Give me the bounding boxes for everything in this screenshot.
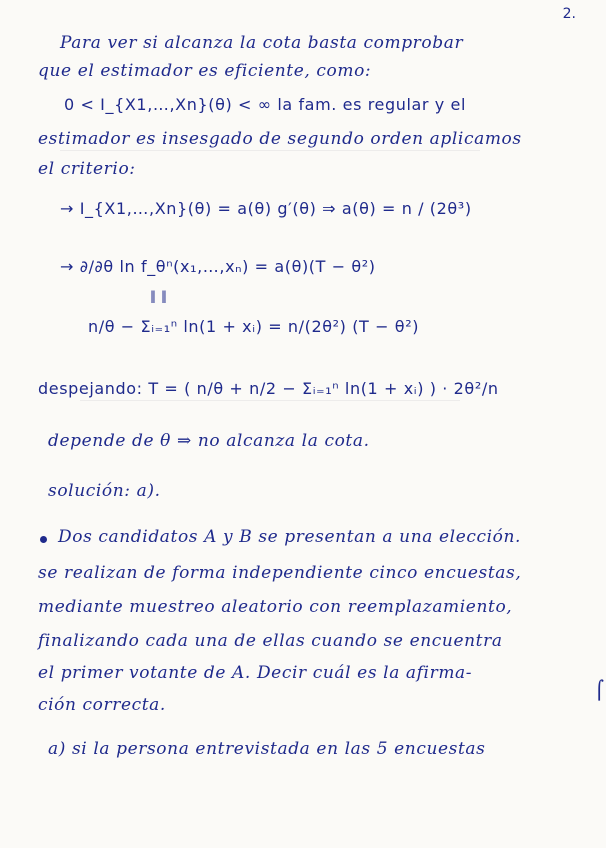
text-line-2: que el estimador es eficiente, como: — [38, 61, 372, 81]
math-line-9: despejando: T = ( n/θ + n/2 − Σᵢ₌₁ⁿ ln(1 + xᵢ) ) · 2θ²/n — [38, 379, 499, 398]
math-line-3: 0 < I_{X1,…,Xn}(θ) < ∞ la fam. es regular y el — [64, 95, 467, 114]
math-line-7: → ∂/∂θ ln f_θⁿ(x₁,…,xₙ) = a(θ)(T − θ²) — [60, 257, 376, 276]
problem-line-6: ción correcta. — [38, 695, 166, 715]
text-line-10: depende de θ ⇒ no alcanza la cota. — [48, 431, 370, 451]
equals-marks: ‖ ‖ — [150, 289, 168, 303]
bleed-through — [60, 150, 480, 151]
math-line-8: n/θ − Σᵢ₌₁ⁿ ln(1 + xᵢ) = n/(2θ²) (T − θ²) — [88, 317, 420, 336]
option-a-line: a) si la persona entrevistada en las 5 encuestas — [48, 739, 486, 759]
problem-line-2: se realizan de forma independiente cinco encuestas, — [38, 563, 522, 583]
solution-line: solución: a). — [48, 481, 161, 501]
problem-line-3: mediante muestreo aleatorio con reemplazamiento, — [38, 597, 513, 617]
edge-mark: ⌠ — [594, 680, 604, 701]
math-line-6: → I_{X1,…,Xn}(θ) = a(θ) g′(θ) ⇒ a(θ) = n / (2θ³) — [60, 199, 472, 218]
bullet-icon — [40, 536, 47, 543]
bleed-through — [80, 400, 460, 401]
page-number: 2. — [562, 6, 576, 22]
problem-line-1: Dos candidatos A y B se presentan a una elección. — [58, 527, 522, 547]
problem-line-5: el primer votante de A. Decir cuál es la afirma- — [38, 663, 473, 683]
problem-line-4: finalizando cada una de ellas cuando se encuentra — [38, 631, 503, 651]
text-line-5: el criterio: — [38, 159, 136, 179]
text-line-4: estimador es insesgado de segundo orden aplicamos — [38, 129, 522, 149]
text-line-1: Para ver si alcanza la cota basta comprobar — [60, 33, 464, 53]
